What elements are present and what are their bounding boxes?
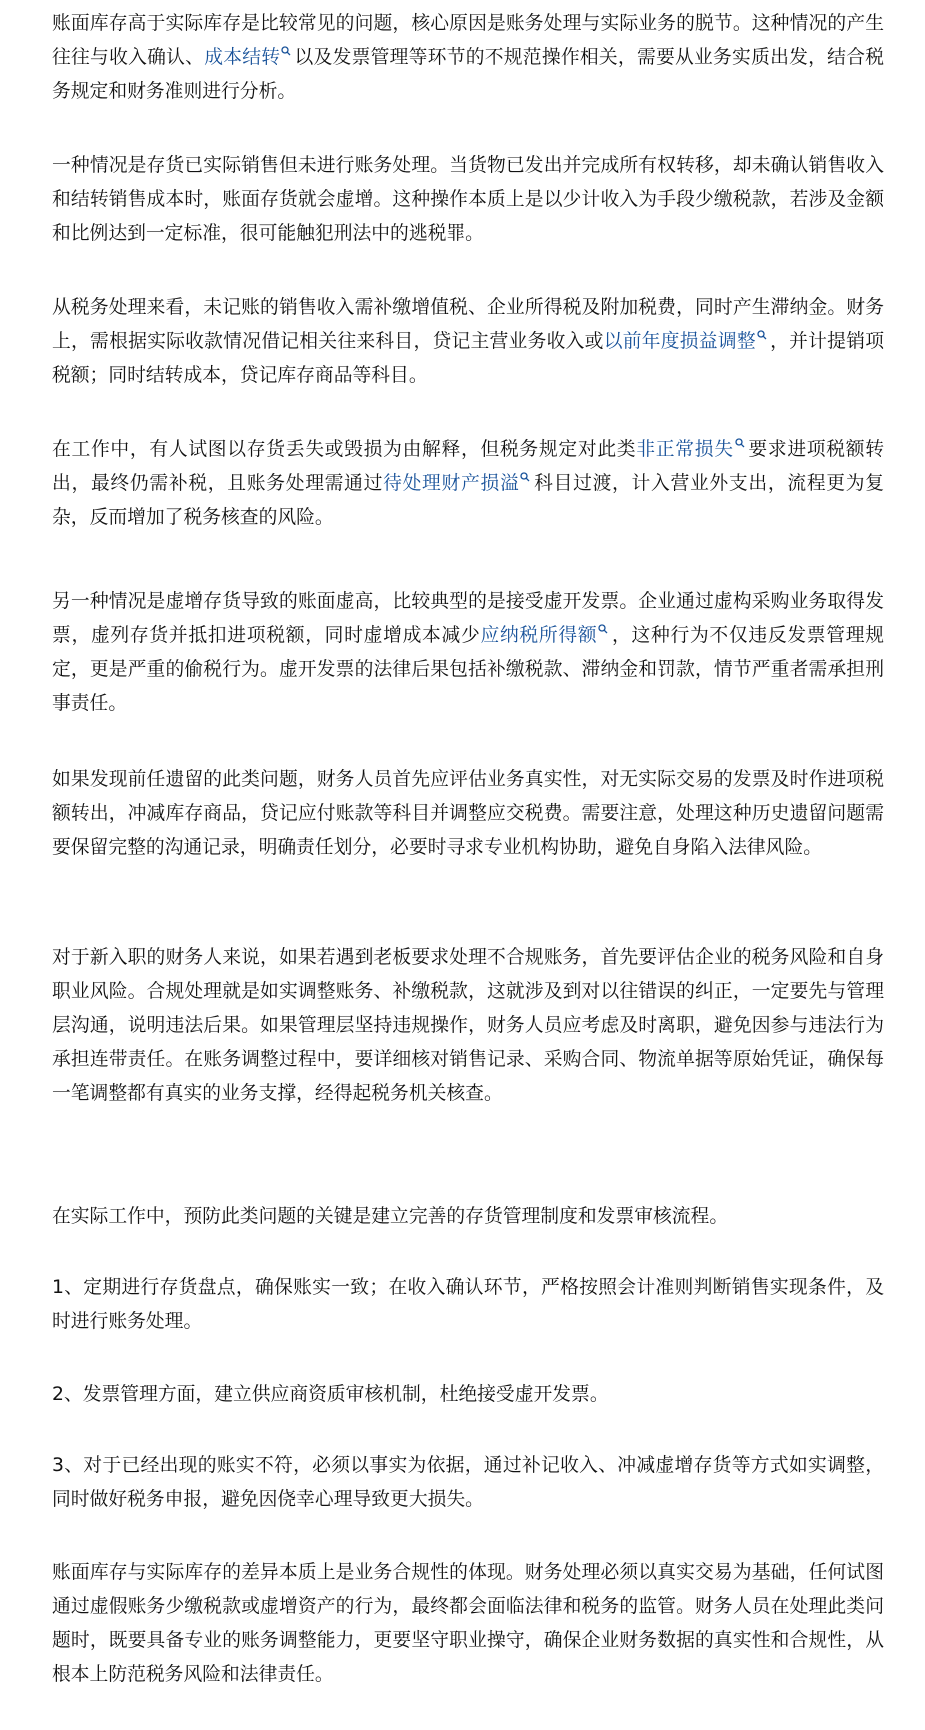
list-item-3: 3、对于已经出现的账实不符，必须以事实为依据，通过补记收入、冲减虚增存货等方式如实调整，同时做好税务申报，避免因侥幸心理导致更大损失。 — [52, 1455, 884, 1510]
paragraph-1: 账面库存高于实际库存是比较常见的问题，核心原因是账务处理与实际业务的脱节。这种情况的产生往往与收入确认、成本结转 以及发票管理等环节的不规范操作相关，需要从业务实质出发，结合税务规定和财务准则进行分析。 — [52, 13, 885, 102]
search-icon — [520, 477, 533, 490]
keyword-link-abnormal-loss[interactable]: 非正常损失 — [636, 439, 747, 460]
list-item-2: 2、发票管理方面，建立供应商资质审核机制，杜绝接受虚开发票。 — [52, 1384, 609, 1405]
search-icon — [735, 443, 748, 456]
search-icon — [757, 335, 770, 348]
paragraph-6: 如果发现前任遗留的此类问题，财务人员首先应评估业务真实性，对无实际交易的发票及时作进项税额转出，冲减库存商品，贷记应付账款等科目并调整应交税费。需要注意，处理这种历史遗留问题需要保留完整的沟通记录，明确责任划分，必要时寻求专业机构协助，避免自身陷入法律风险。 — [52, 769, 884, 858]
paragraph-7: 对于新入职的财务人来说，如果若遇到老板要求处理不合规账务，首先要评估企业的税务风险和自身职业风险。合规处理就是如实调整账务、补缴税款，这就涉及到对以往错误的纠正，一定要先与管理层沟通，说明违法后果。如果管理层坚持违规操作，财务人员应考虑及时离职，避免因参与违法行为承担连带责任。在账务调整过程中，要详细核对销售记录、采购合同、物流单据等原始凭证，确保每一笔调整都有真实的业务支撑，经得起税务机关核查。 — [52, 947, 884, 1104]
search-icon — [598, 629, 611, 642]
paragraph-3: 从税务处理来看，未记账的销售收入需补缴增值税、企业所得税及附加税费，同时产生滞纳金。财务上，需根据实际收款情况借记相关往来科目，贷记主营业务收入或以前年度损益调整 ，并计提销项税额；同时结转成本，贷记库存商品等科目。 — [52, 297, 885, 386]
paragraph-4: 在工作中，有人试图以存货丢失或毁损为由解释，但税务规定对此类非正常损失 要求进项税额转出，最终仍需补税，且账务处理需通过待处理财产损溢 科目过渡，计入营业外支出，流程更为复杂，反而增加了税务核查的风险。 — [52, 439, 885, 528]
keyword-link-taxable-income[interactable]: 应纳税所得额 — [480, 625, 611, 646]
paragraph-8: 在实际工作中，预防此类问题的关键是建立完善的存货管理制度和发票审核流程。 — [52, 1206, 729, 1227]
keyword-link-pending-property-loss[interactable]: 待处理财产损溢 — [383, 473, 533, 494]
paragraph-conclusion: 账面库存与实际库存的差异本质上是业务合规性的体现。财务处理必须以真实交易为基础，任何试图通过虚假账务少缴税款或虚增资产的行为，最终都会面临法律和税务的监管。财务人员在处理此类问题时，既要具备专业的账务调整能力，更要坚守职业操守，确保企业财务数据的真实性和合规性，从根本上防范税务风险和法律责任。 — [52, 1562, 884, 1685]
keyword-link-cost-transfer[interactable]: 成本结转 — [204, 47, 294, 68]
search-icon — [281, 51, 294, 64]
paragraph-2: 一种情况是存货已实际销售但未进行账务处理。当货物已发出并完成所有权转移，却未确认销售收入和结转销售成本时，账面存货就会虚增。这种操作本质上是以少计收入为手段少缴税款，若涉及金额和比例达到一定标准，很可能触犯刑法中的逃税罪。 — [52, 155, 884, 244]
list-item-1: 1、定期进行存货盘点，确保账实一致；在收入确认环节，严格按照会计准则判断销售实现条件，及时进行账务处理。 — [52, 1277, 884, 1332]
paragraph-5: 另一种情况是虚增存货导致的账面虚高，比较典型的是接受虚开发票。企业通过虚构采购业务取得发票，虚列存货并抵扣进项税额，同时虚增成本减少应纳税所得额 ，这种行为不仅违反发票管理规定，更是严重的偷税行为。虚开发票的法律后果包括补缴税款、滞纳金和罚款，情节严重者需承担刑事责任。 — [52, 591, 885, 714]
keyword-link-prior-year-adjustment[interactable]: 以前年度损益调整 — [604, 331, 770, 352]
